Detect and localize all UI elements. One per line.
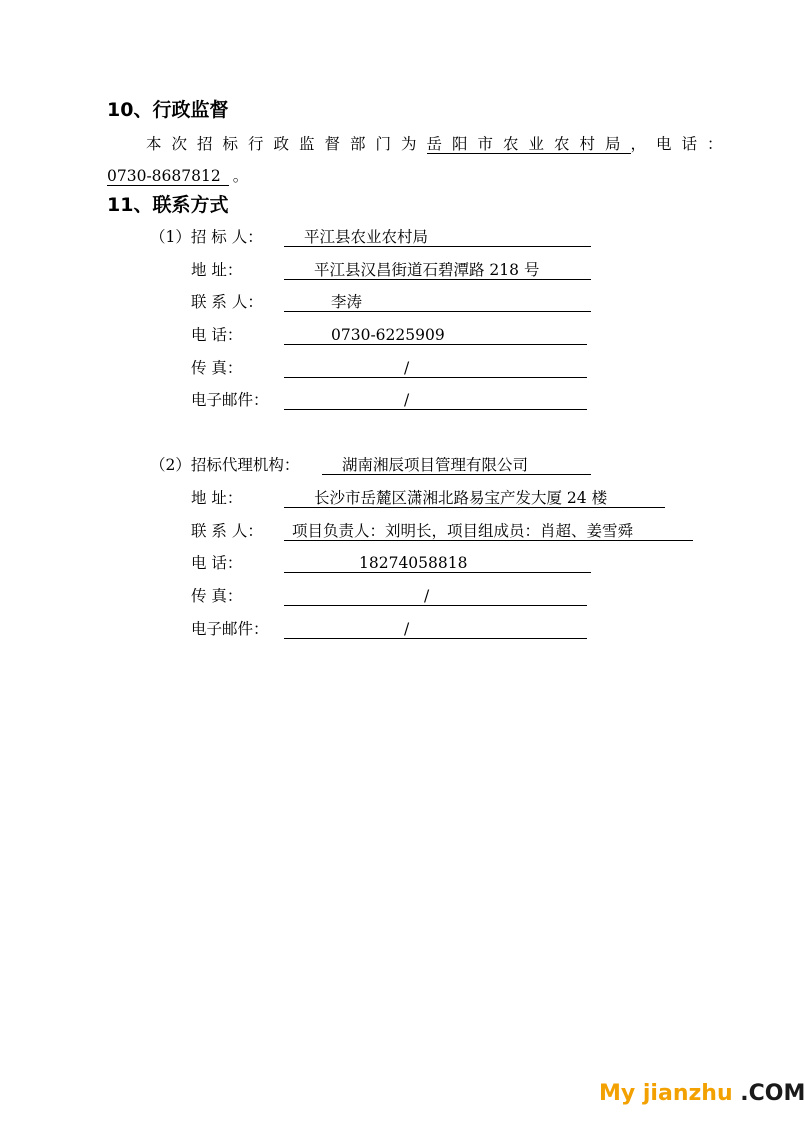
agent-fax-label: 传 真： [191,587,243,605]
agent-email: / [404,620,410,638]
tenderer-name: 平江县农业农村局 [304,228,429,246]
tenderer-title-label: （1）招 标 人： [150,228,263,246]
agent-name-field [322,456,591,475]
watermark-part1: My jianzhu [599,1081,733,1106]
tenderer-email: / [404,391,410,409]
agent-phone-field [284,554,591,573]
supervision-phone: 0730-8687812 [107,167,229,186]
tenderer-address-label: 地 址： [191,261,243,279]
tenderer-email-field [284,391,587,410]
agent-email-field [284,620,587,639]
agent-contact-label: 联 系 人： [191,522,263,540]
agent-fax-field [284,587,587,606]
agent-contact-field [284,522,693,541]
agent-email-label: 电子邮件： [191,620,269,638]
tenderer-address: 平江县汉昌街道石碧潭路 218 号 [314,261,540,279]
supervision-mid: ，电话： [630,135,733,153]
agent-name: 湖南湘辰项目管理有限公司 [342,456,529,474]
agent-fax: / [424,587,430,605]
supervision-end: 。 [232,167,249,185]
agent-title-label: （2）招标代理机构： [150,456,300,474]
tenderer-contact: 李涛 [331,293,363,311]
supervision-prefix: 本次招标行政监督部门为 [146,135,427,153]
tenderer-phone: 0730-6225909 [331,326,445,344]
section-10-heading: 10、行政监督 [107,99,229,121]
supervision-paragraph [146,134,733,154]
agent-phone-label: 电 话： [191,554,243,572]
tenderer-contact-field [284,293,591,312]
watermark-logo [599,1081,805,1107]
tenderer-phone-label: 电 话： [191,326,243,344]
supervision-dept: 岳阳市农业农村局 [426,135,631,153]
tenderer-contact-label: 联 系 人： [191,293,263,311]
agent-phone: 18274058818 [359,554,468,572]
supervision-phone-line [107,166,248,186]
tenderer-fax: / [404,359,410,377]
tenderer-email-label: 电子邮件： [191,391,269,409]
section-11-heading: 11、联系方式 [107,194,229,216]
tenderer-fax-field [284,359,587,378]
agent-contact: 项目负责人：刘明长，项目组成员：肖超、姜雪舜 [292,522,634,540]
tenderer-fax-label: 传 真： [191,359,243,377]
agent-address-field [284,489,665,508]
tenderer-address-field [284,261,591,280]
tenderer-name-field [284,228,591,247]
agent-address-label: 地 址： [191,489,243,507]
watermark-part2: .COM [740,1081,805,1106]
agent-address: 长沙市岳麓区潇湘北路易宝产发大厦 24 楼 [314,489,608,507]
tenderer-phone-field [284,326,587,345]
